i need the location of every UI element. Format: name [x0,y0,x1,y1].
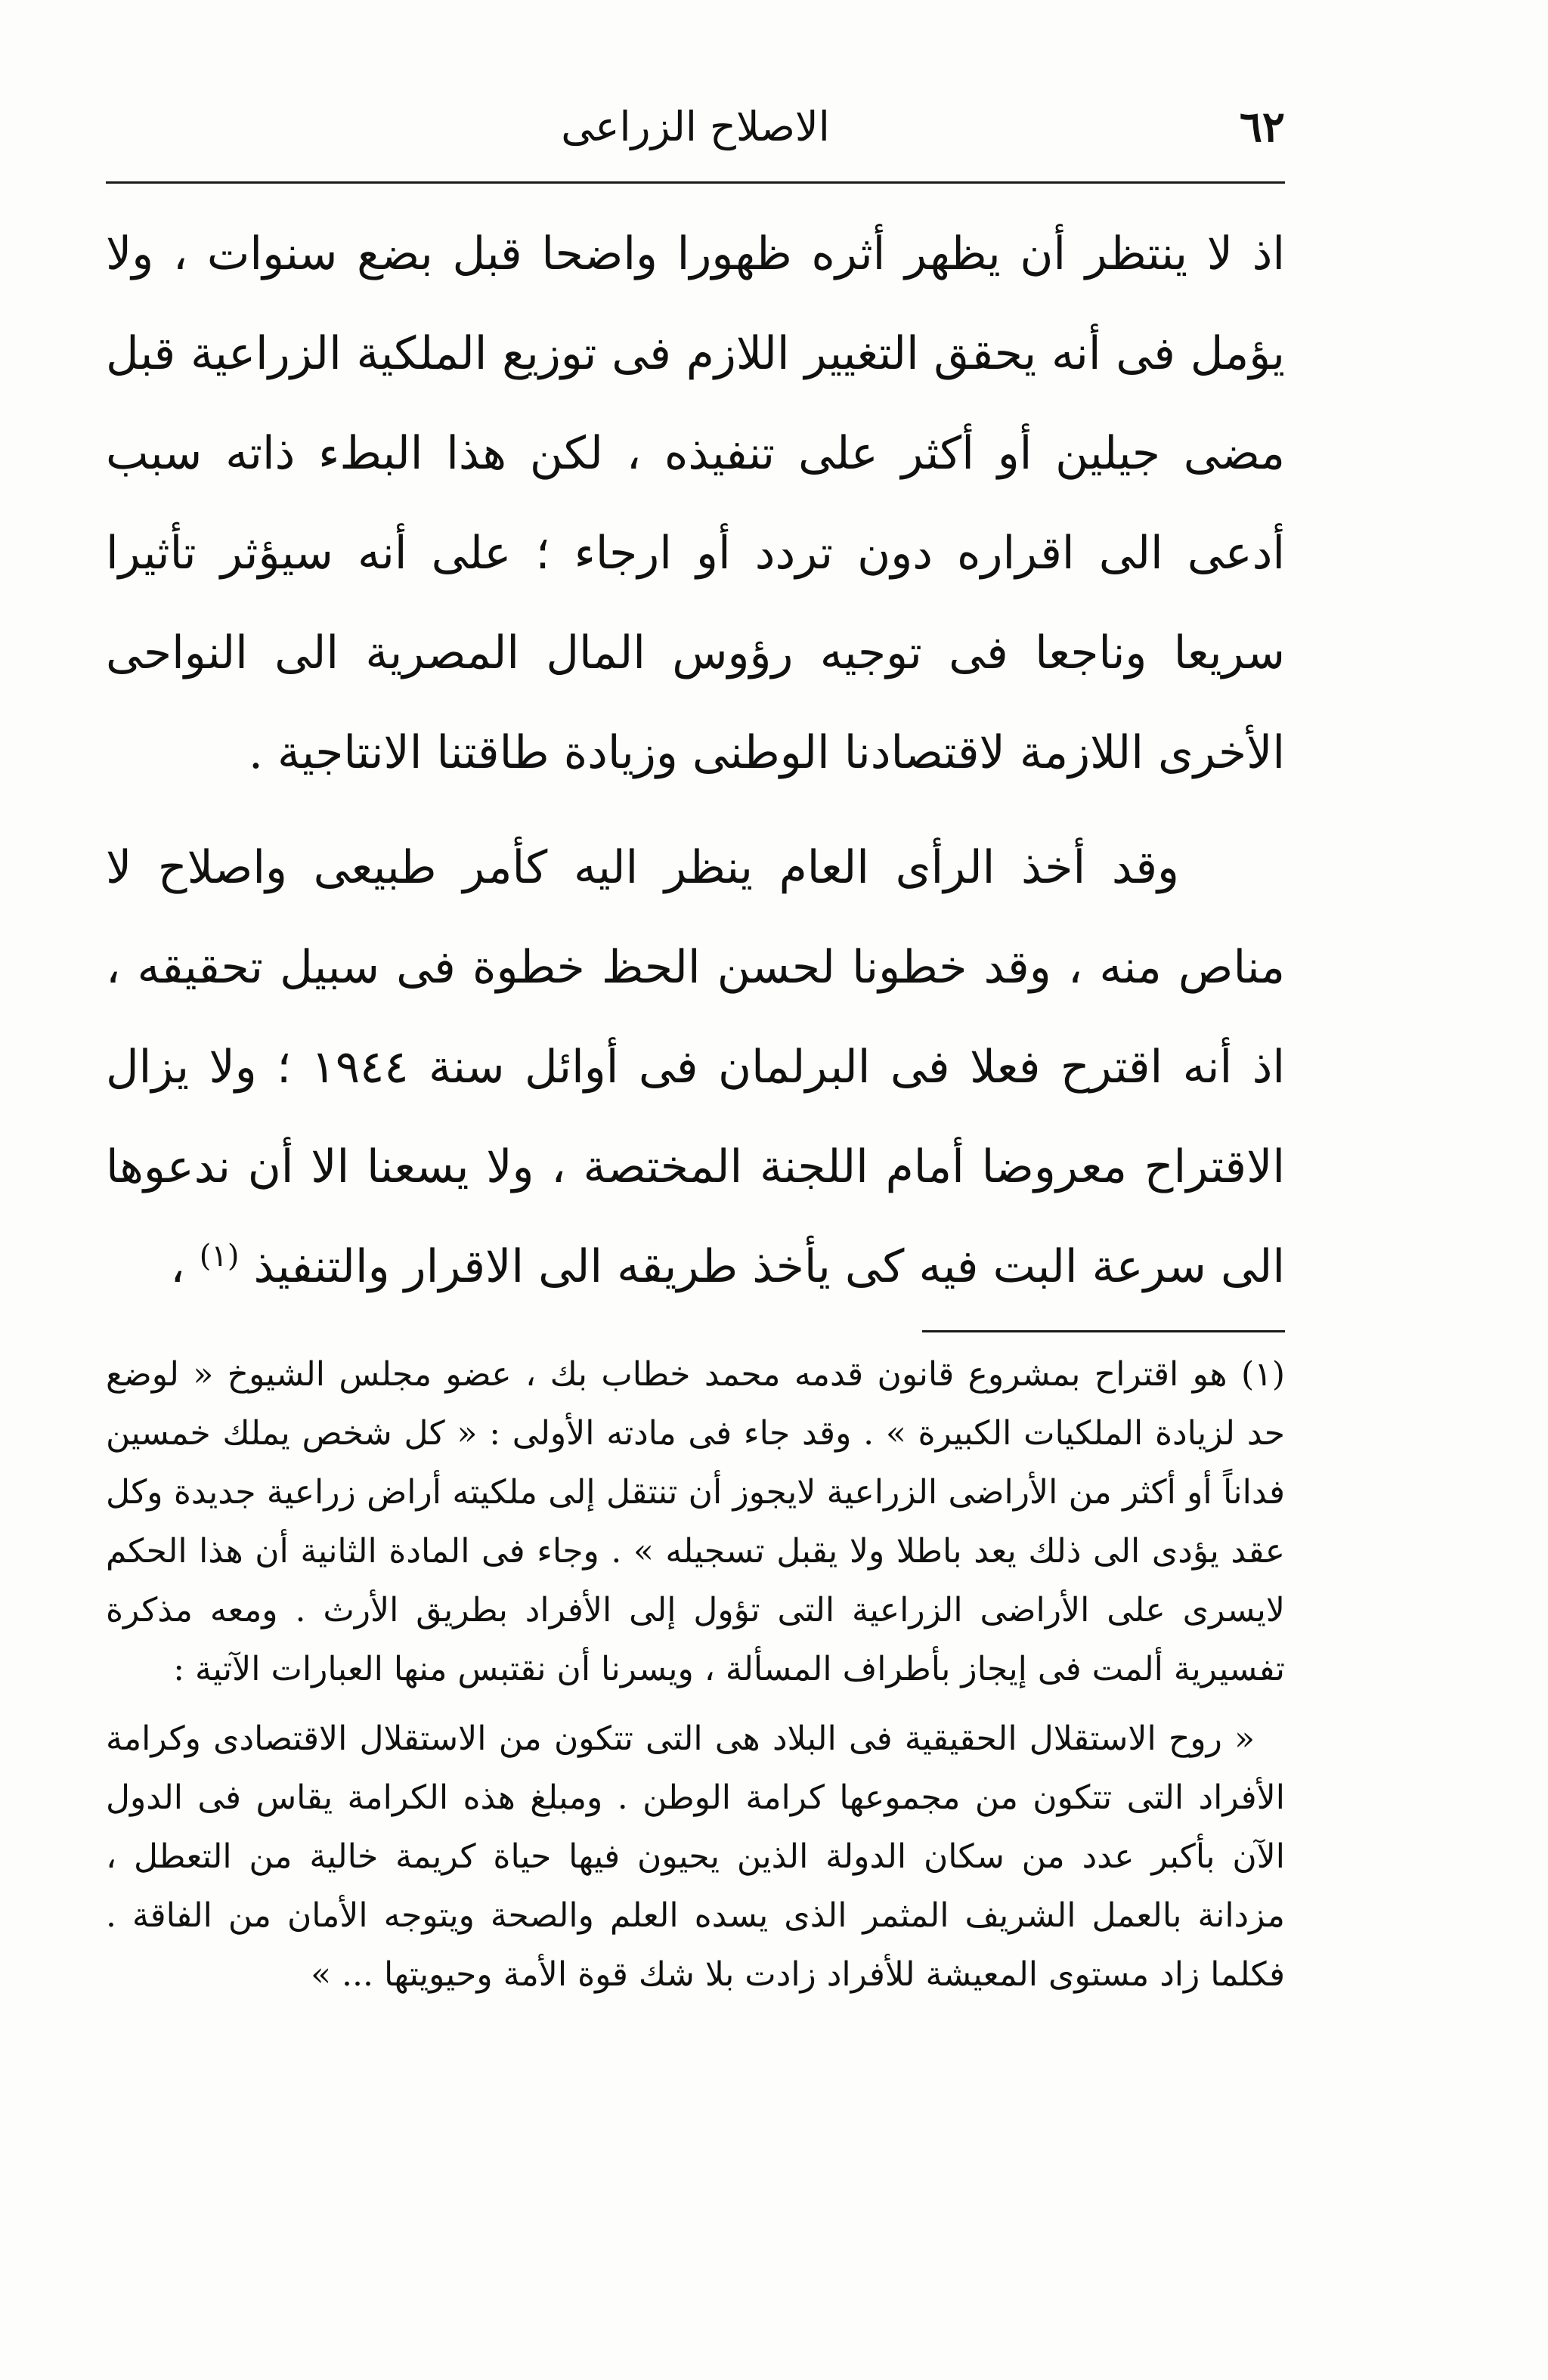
footnote-reference: (١) [199,1239,240,1274]
page-number: ٦٢ [1239,102,1285,152]
paragraph-2-text: وقد أخذ الرأى العام ينظر اليه كأمر طبيعى واصلاح لا مناص منه ، وقد خطونا لحسن الحظ خطوة فى سبيل تحقيقه ، اذ أنه اقترح فعلا فى البرلمان فى أوائل سنة ١٩٤٤ ؛ ولا يزال الاقتراح معروضا أمام اللجنة المختصة ، ولا يسعنا الا أن ندعوها الى سرعة البت فيه كى يأخذ طريقه الى الاقرار والتنفيذ [106,841,1285,1293]
main-text [106,204,1285,1317]
page-header [106,89,1285,165]
paragraph-2 [106,818,1285,1317]
paragraph-2-end: ، [170,1240,185,1293]
footnotes [106,1345,1285,2004]
footnote-1: (١) هو اقتراح بمشروع قانون قدمه محمد خطاب بك ، عضو مجلس الشيوخ « لوضع حد لزيادة الملكيات الكبيرة » . وقد جاء فى مادته الأولى : « كل شخص يملك خمسين فداناً أو أكثر من الأراضى الزراعية لايجوز أن تنتقل إلى ملكيته أراض زراعية جديدة وكل عقد يؤدى الى ذلك يعد باطلا ولا يقبل تسجيله » . وجاء فى المادة الثانية أن هذا الحكم لايسرى على الأراضى الزراعية التى تؤول إلى الأفراد بطريق الأرث . ومعه مذكرة تفسيرية ألمت فى إيجاز بأطراف المسألة ، ويسرنا أن نقتبس منها العبارات الآتية : [106,1355,1285,1688]
footnote-divider [922,1330,1285,1332]
paragraph-1: اذ لا ينتظر أن يظهر أثره ظهورا واضحا قبل بضع سنوات ، ولا يؤمل فى أنه يحقق التغيير اللازم فى توزيع الملكية الزراعية قبل مضى جيلين أو أكثر على تنفيذه ، لكن هذا البطء ذاته سبب أدعى الى اقراره دون تردد أو ارجاء ؛ على أنه سيؤثر تأثيرا سريعا وناجعا فى توجيه رؤوس المال المصرية الى النواحى الأخرى اللازمة لاقتصادنا الوطنى وزيادة طاقتنا الانتاجية . [106,227,1285,779]
footnote-quote: « روح الاستقلال الحقيقية فى البلاد هى التى تتكون من الاستقلال الاقتصادى وكرامة الأفراد التى تتكون من مجموعها كرامة الوطن . ومبلغ هذه الكرامة يقاس فى الدول الآن بأكبر عدد من سكان الدولة الذين يحيون فيها حياة كريمة خالية من التعطل ، مزدانة بالعمل الشريف المثمر الذى يسده العلم والصحة ويتوجه الأمان من الفاقة . فكلما زاد مستوى المعيشة للأفراد زادت بلا شك قوة الأمة وحيويتها ... » [106,1719,1285,1994]
header-divider [106,181,1285,184]
running-title: الاصلاح الزراعى [561,103,830,150]
